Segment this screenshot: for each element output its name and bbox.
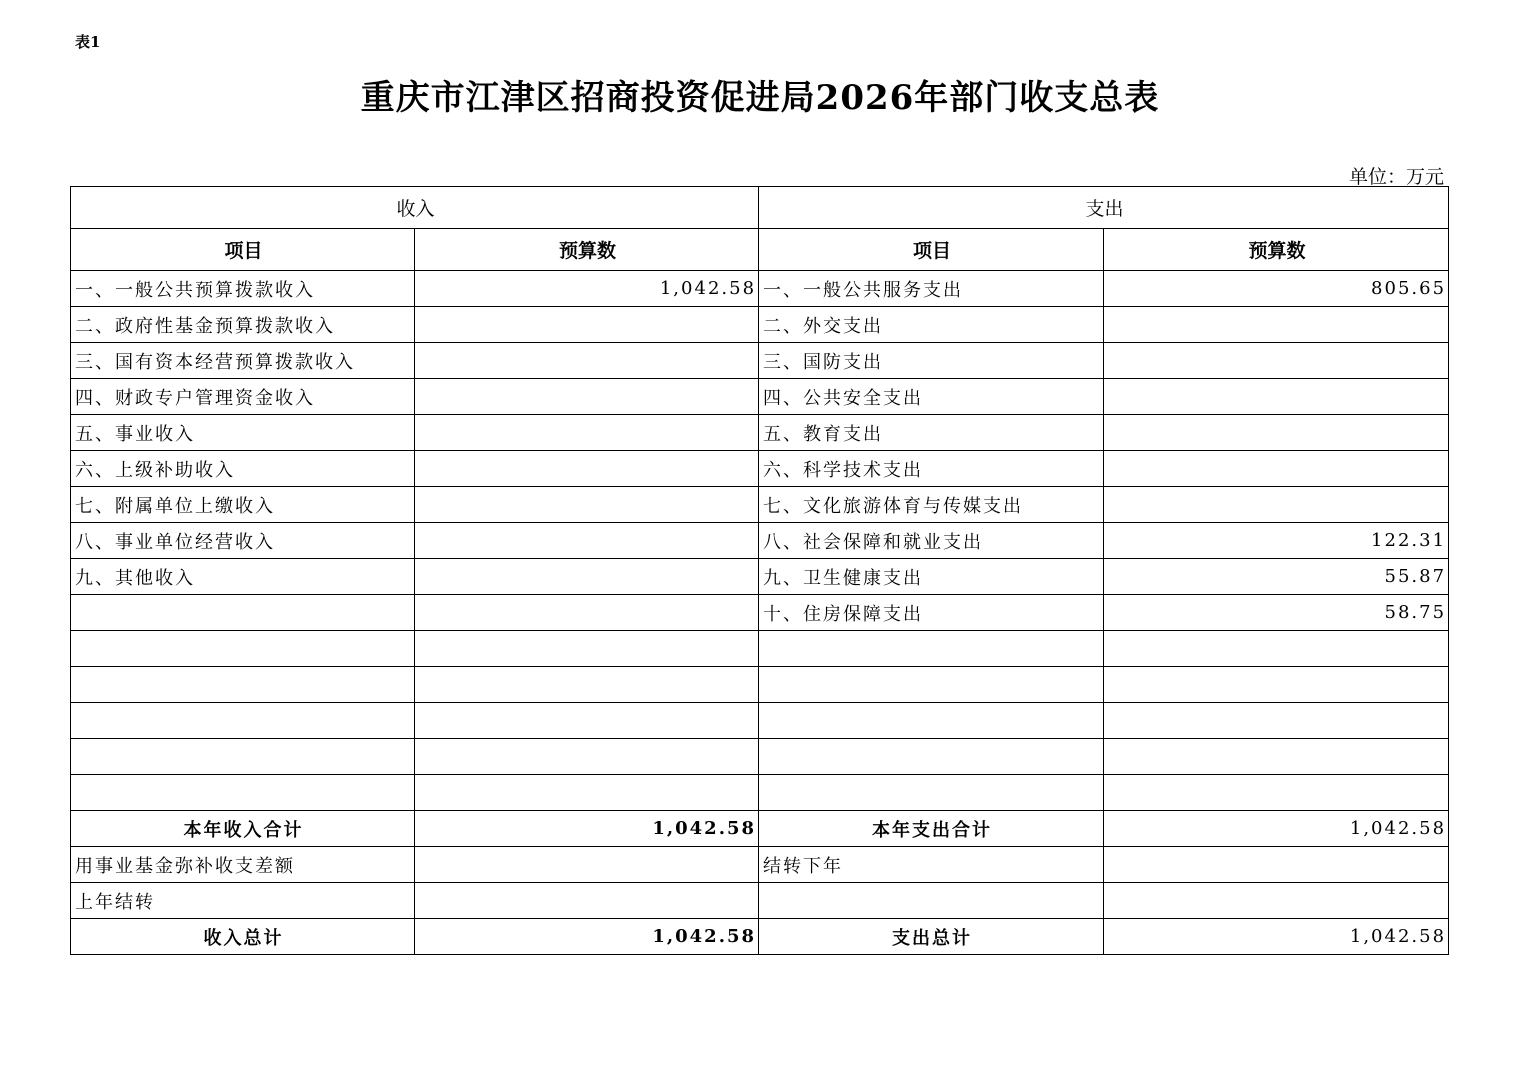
unit-label: 单位：万元 [1348, 166, 1444, 188]
income-value [415, 883, 759, 919]
table-row [71, 631, 1449, 667]
expense-item: 九、卫生健康支出 [759, 559, 1104, 595]
income-value [415, 559, 759, 595]
expense-item: 二、外交支出 [759, 307, 1104, 343]
income-item [71, 631, 415, 667]
income-grand-total-label: 收入总计 [71, 919, 415, 955]
income-value [415, 523, 759, 559]
income-item: 二、政府性基金预算拨款收入 [71, 307, 415, 343]
income-value [415, 487, 759, 523]
expense-grand-total-label: 支出总计 [759, 919, 1104, 955]
income-item: 三、国有资本经营预算拨款收入 [71, 343, 415, 379]
expense-value [1104, 343, 1449, 379]
column-header-row [71, 229, 1449, 271]
income-item [71, 775, 415, 811]
table-row [71, 739, 1449, 775]
expense-year-total-label: 本年支出合计 [759, 811, 1104, 847]
expense-item [759, 703, 1104, 739]
table-row [71, 559, 1449, 595]
income-item-header: 项目 [71, 229, 415, 271]
expense-item [759, 667, 1104, 703]
income-item: 七、附属单位上缴收入 [71, 487, 415, 523]
expense-item [759, 775, 1104, 811]
grand-total-row [71, 919, 1449, 955]
income-item: 五、事业收入 [71, 415, 415, 451]
expense-item: 五、教育支出 [759, 415, 1104, 451]
expense-value [1104, 415, 1449, 451]
expense-section-header: 支出 [759, 187, 1449, 229]
budget-summary-table [70, 186, 1449, 955]
page-title: 重庆市江津区招商投资促进局2026年部门收支总表 [360, 78, 1160, 118]
table-row [71, 379, 1449, 415]
income-item: 用事业基金弥补收支差额 [71, 847, 415, 883]
expense-value [1104, 307, 1449, 343]
expense-item: 一、一般公共服务支出 [759, 271, 1104, 307]
income-value [415, 703, 759, 739]
expense-value [1104, 739, 1449, 775]
income-grand-total-value: 1,042.58 [415, 919, 759, 955]
table-number: 表1 [75, 33, 101, 51]
expense-item [759, 631, 1104, 667]
expense-item-header: 项目 [759, 229, 1104, 271]
income-value: 1,042.58 [415, 271, 759, 307]
expense-item: 结转下年 [759, 847, 1104, 883]
income-item: 六、上级补助收入 [71, 451, 415, 487]
expense-value: 122.31 [1104, 523, 1449, 559]
expense-value [1104, 847, 1449, 883]
expense-item: 六、科学技术支出 [759, 451, 1104, 487]
expense-item: 七、文化旅游体育与传媒支出 [759, 487, 1104, 523]
income-value [415, 595, 759, 631]
income-value [415, 307, 759, 343]
expense-item [759, 739, 1104, 775]
income-value [415, 343, 759, 379]
table-row [71, 523, 1449, 559]
income-item: 一、一般公共预算拨款收入 [71, 271, 415, 307]
expense-value [1104, 775, 1449, 811]
income-value [415, 451, 759, 487]
income-item: 四、财政专户管理资金收入 [71, 379, 415, 415]
year-total-row [71, 811, 1449, 847]
table-row [71, 703, 1449, 739]
income-item: 八、事业单位经营收入 [71, 523, 415, 559]
expense-item: 八、社会保障和就业支出 [759, 523, 1104, 559]
expense-year-total-value: 1,042.58 [1104, 811, 1449, 847]
expense-value [1104, 379, 1449, 415]
income-value [415, 847, 759, 883]
expense-value [1104, 703, 1449, 739]
table-row [71, 667, 1449, 703]
expense-budget-header: 预算数 [1104, 229, 1449, 271]
table-row [71, 775, 1449, 811]
income-value [415, 379, 759, 415]
table-row [71, 451, 1449, 487]
expense-item: 三、国防支出 [759, 343, 1104, 379]
expense-value: 58.75 [1104, 595, 1449, 631]
section-header-row [71, 187, 1449, 229]
income-value [415, 415, 759, 451]
income-budget-header: 预算数 [415, 229, 759, 271]
table-row [71, 595, 1449, 631]
income-item: 九、其他收入 [71, 559, 415, 595]
expense-item [759, 883, 1104, 919]
expense-item: 四、公共安全支出 [759, 379, 1104, 415]
income-year-total-label: 本年收入合计 [71, 811, 415, 847]
income-year-total-value: 1,042.58 [415, 811, 759, 847]
table-row [71, 307, 1449, 343]
expense-item: 十、住房保障支出 [759, 595, 1104, 631]
expense-value [1104, 631, 1449, 667]
table-row [71, 415, 1449, 451]
table-row [71, 271, 1449, 307]
table-row [71, 847, 1449, 883]
expense-grand-total-value: 1,042.58 [1104, 919, 1449, 955]
table-row [71, 883, 1449, 919]
table-row [71, 343, 1449, 379]
income-value [415, 739, 759, 775]
income-value [415, 667, 759, 703]
expense-value [1104, 487, 1449, 523]
income-item: 上年结转 [71, 883, 415, 919]
expense-value: 805.65 [1104, 271, 1449, 307]
income-item [71, 667, 415, 703]
expense-value [1104, 883, 1449, 919]
expense-value: 55.87 [1104, 559, 1449, 595]
income-item [71, 595, 415, 631]
expense-value [1104, 667, 1449, 703]
expense-value [1104, 451, 1449, 487]
income-section-header: 收入 [71, 187, 759, 229]
income-value [415, 631, 759, 667]
table-row [71, 487, 1449, 523]
income-value [415, 775, 759, 811]
income-item [71, 739, 415, 775]
income-item [71, 703, 415, 739]
